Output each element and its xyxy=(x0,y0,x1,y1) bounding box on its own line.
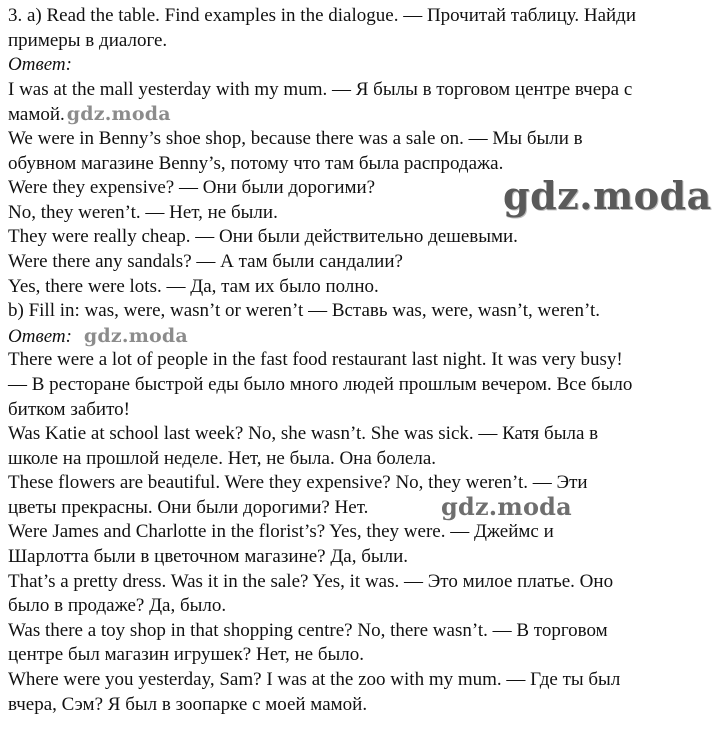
answer-line: I was at the mall yesterday with my mum. — Я былы в торговом центре вчера с xyxy=(8,78,633,100)
answer-line: вчера, Сэм? Я был в зоопарке с моей мамой. xyxy=(8,693,368,715)
answer-label-a: Ответ: xyxy=(8,54,72,76)
watermark-large: gdz.moda xyxy=(503,173,712,218)
answer-line: Where were you yesterday, Sam? I was at the zoo with my mum. — Где ты был xyxy=(8,669,621,691)
answer-line: No, they weren’t. — Нет, не были. xyxy=(8,201,278,223)
answer-line: битком забито! xyxy=(8,398,130,420)
watermark-medium: gdz.moda xyxy=(441,492,572,521)
answer-line: Шарлотта были в цветочном магазине? Да, были. xyxy=(8,546,409,568)
answer-label-row xyxy=(8,324,720,349)
answer-line: школе на прошлой неделе. Нет, не была. Она болела. xyxy=(8,447,437,469)
answer-line: мамой. xyxy=(8,104,65,126)
answer-line: They were really cheap. — Они были действительно дешевыми. xyxy=(8,226,518,248)
answer-line: Were they expensive? — Они были дорогими? xyxy=(8,177,376,199)
task-b-heading: b) Fill in: was, were, wasn’t or weren’t — Вставь was, were, wasn’t, weren’t. xyxy=(8,300,600,322)
answer-line: That’s a pretty dress. Was it in the sale? Yes, it was. — Это милое платье. Оно xyxy=(8,570,614,592)
task-a-heading-cont: примеры в диалоге. xyxy=(8,29,168,51)
answer-line: We were in Benny’s shoe shop, because there was a sale on. — Мы были в xyxy=(8,127,583,149)
watermark-text: gdz.moda xyxy=(83,324,188,347)
answer-line: обувном магазине Benny’s, потому что там была распродажа. xyxy=(8,152,504,174)
answer-line: Was Katie at school last week? No, she wasn’t. She was sick. — Катя была в xyxy=(8,423,599,445)
answer-line: Was there a toy shop in that shopping centre? No, there wasn’t. — В торговом xyxy=(8,619,608,641)
answer-line: цветы прекрасны. Они были дорогими? Нет. xyxy=(8,496,369,518)
answer-line: Were James and Charlotte in the florist’s? Yes, they were. — Джеймс и xyxy=(8,521,554,543)
answer-line: There were a lot of people in the fast food restaurant last night. It was very busy! xyxy=(8,349,623,371)
answer-line: Yes, there were lots. — Да, там их было полно. xyxy=(8,275,379,297)
task-a-heading: 3. a) Read the table. Find examples in the dialogue. — Прочитай таблицу. Найди xyxy=(8,5,637,26)
answer-line: центре был магазин игрушек? Нет, не было. xyxy=(8,644,365,666)
answer-line: Were there any sandals? — А там были сандалии? xyxy=(8,250,403,272)
answer-label-b: Ответ: xyxy=(8,325,72,347)
watermark-text: gdz.moda xyxy=(66,103,171,126)
document-page xyxy=(8,4,720,717)
answer-line: — В ресторане быстрой еды было много людей прошлым вечером. Все было xyxy=(8,373,633,395)
answer-line-with-watermark xyxy=(8,102,720,127)
answer-line: These flowers are beautiful. Were they expensive? No, they weren’t. — Эти xyxy=(8,472,588,494)
answer-line: было в продаже? Да, было. xyxy=(8,595,227,617)
